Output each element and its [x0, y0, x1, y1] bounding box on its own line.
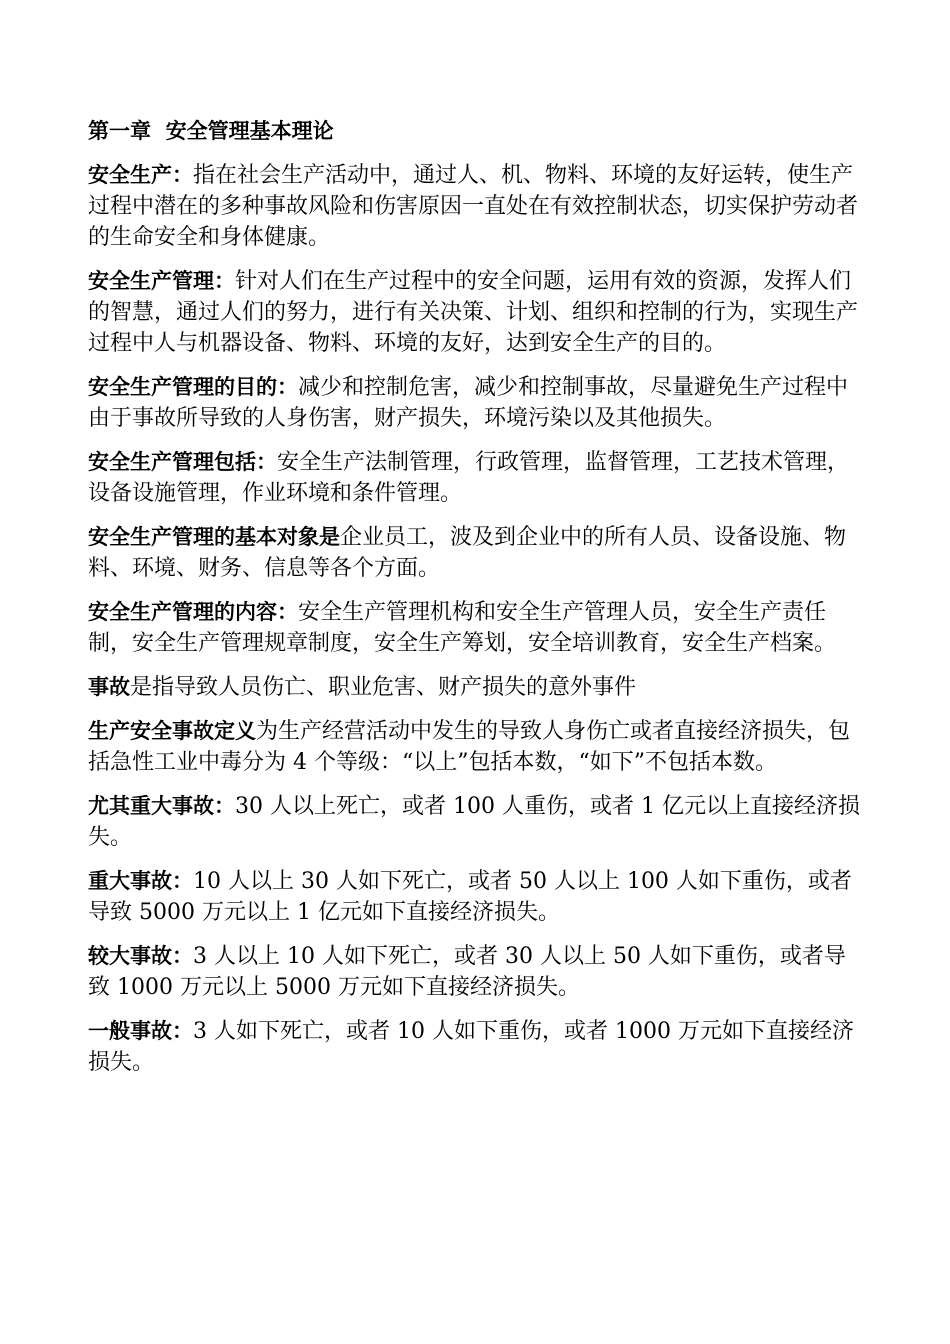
definition-text: 为生产经营活动中发生的导致人身伤亡或者直接经济损失，包括急性工业中毒分为 4 个等级：“以上”包括本数，“如下”不包括本数。: [88, 719, 851, 775]
paragraph-especially-major-accident: [88, 791, 864, 853]
definition-text: 30 人以上死亡，或者 100 人重伤，或者 1 亿元以上直接经济损失。: [88, 794, 860, 850]
definition-text: 减少和控制危害，减少和控制事故，尽量避免生产过程中由于事故所导致的人身伤害，财产损失，环境污染以及其他损失。: [88, 375, 849, 431]
term-label: 安全生产：: [88, 163, 193, 187]
paragraph-management-purpose: [88, 372, 864, 434]
paragraph-major-accident: [88, 866, 864, 928]
definition-text: 安全生产法制管理，行政管理，监督管理，工艺技术管理，设备设施管理，作业环境和条件管理。: [88, 450, 850, 506]
paragraph-accident: [88, 672, 864, 703]
definition-text: 10 人以上 30 人如下死亡，或者 50 人以上 100 人如下重伤，或者导致 5000 万元以上 1 亿元如下直接经济损失。: [88, 869, 852, 925]
term-label: 安全生产管理的内容：: [88, 600, 298, 624]
paragraph-safe-production: [88, 160, 864, 253]
term-label: 重大事故：: [88, 869, 193, 893]
definition-text: 指在社会生产活动中，通过人、机、物料、环境的友好运转，使生产过程中潜在的多种事故风险和伤害原因一直处在有效控制状态，切实保护劳动者的生命安全和身体健康。: [88, 163, 859, 250]
paragraph-accident-definition: [88, 716, 864, 778]
term-label: 安全生产管理的基本对象是: [88, 525, 340, 549]
document-page: [88, 116, 864, 1091]
definition-text: 是指导致人员伤亡、职业危害、财产损失的意外事件: [130, 675, 637, 700]
term-label: 尤其重大事故：: [88, 794, 235, 818]
chapter-title: 第一章 安全管理基本理论: [88, 119, 334, 143]
term-label: 较大事故：: [88, 944, 193, 968]
paragraph-management-objects: [88, 522, 864, 584]
term-label: 安全生产管理：: [88, 269, 235, 293]
term-label: 生产安全事故定义: [88, 719, 256, 743]
term-label: 安全生产管理的目的：: [88, 375, 298, 399]
paragraph-management-content: [88, 597, 864, 659]
term-label: 事故: [88, 675, 130, 699]
definition-text: 安全生产管理机构和安全生产管理人员，安全生产责任制，安全生产管理规章制度，安全生产筹划，安全培训教育，安全生产档案。: [88, 600, 837, 656]
definition-text: 3 人以上 10 人如下死亡，或者 30 人以上 50 人如下重伤，或者导致 1000 万元以上 5000 万元如下直接经济损失。: [88, 944, 846, 1000]
definition-text: 企业员工，波及到企业中的所有人员、设备设施、物料、环境、财务、信息等各个方面。: [88, 525, 847, 581]
paragraph-management-scope: [88, 447, 864, 509]
definition-text: 针对人们在生产过程中的安全问题，运用有效的资源，发挥人们的智慧，通过人们的努力，进行有关决策、计划、组织和控制的行为，实现生产过程中人与机器设备、物料、环境的友好，达到安全生产的目的。: [88, 269, 859, 356]
paragraph-larger-accident: [88, 941, 864, 1003]
paragraph-general-accident: [88, 1016, 864, 1078]
term-label: 一般事故：: [88, 1019, 193, 1043]
term-label: 安全生产管理包括：: [88, 450, 277, 474]
paragraph-safety-management: [88, 266, 864, 359]
definition-text: 3 人如下死亡，或者 10 人如下重伤，或者 1000 万元如下直接经济损失。: [88, 1019, 854, 1075]
